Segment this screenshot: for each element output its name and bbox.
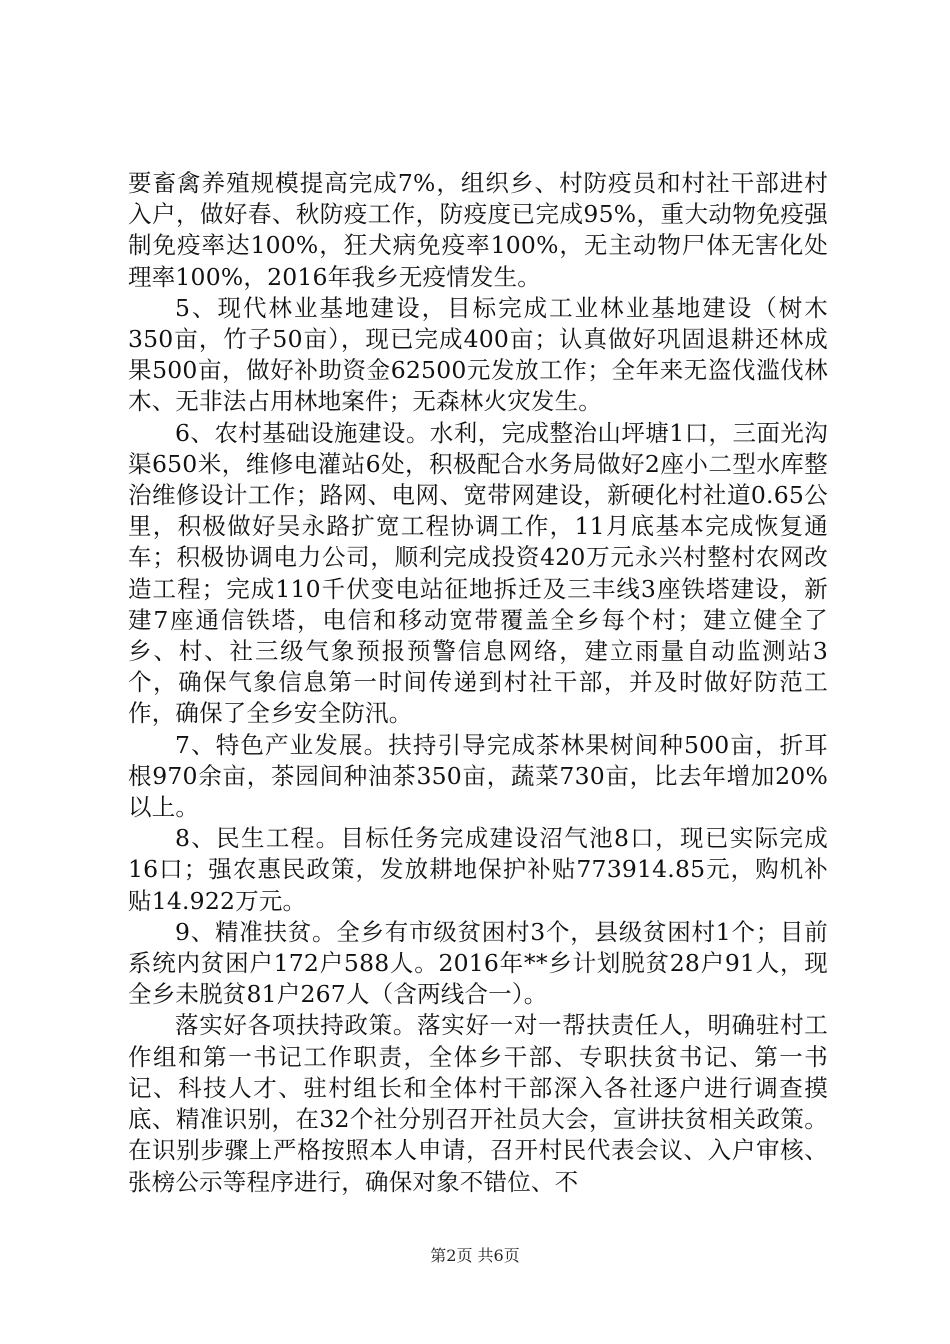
paragraph-forestry: 5、现代林业基地建设，目标完成工业林业基地建设（树木350亩，竹子50亩），现已完成400亩；认真做好巩固退耕还林成果500亩，做好补助资金62500元发放工作；全年来无盗伐滥伐林木、无非法占用林地案件；无森林火灾发生。	[128, 293, 828, 416]
document-body	[128, 168, 828, 1198]
paragraph-livestock-continued: 要畜禽养殖规模提高完成7%，组织乡、村防疫员和村社干部进村入户，做好春、秋防疫工作，防疫度已完成95%，重大动物免疫强制免疫率达100%，狂犬病免疫率100%，无主动物尸体无害化处理率100%，2016年我乡无疫情发生。	[128, 169, 828, 291]
paragraph-infrastructure: 6、农村基础设施建设。水利，完成整治山坪塘1口，三面光沟渠650米，维修电灌站6处，积极配合水务局做好2座小二型水库整治维修设计工作；路网、电网、宽带网建设，新硬化村社道0.65公里，积极做好吴永路扩宽工程协调工作，11月底基本完成恢复通车；积极协调电力公司，顺利完成投资420万元永兴村整村农网改造工程；完成110千伏变电站征地拆迁及三丰线3座铁塔建设，新建7座通信铁塔，电信和移动宽带覆盖全乡每个村；建立健全了乡、村、社三级气象预报预警信息网络，建立雨量自动监测站3个，确保气象信息第一时间传递到村社干部，并及时做好防范工作，确保了全乡安全防汛。	[128, 418, 828, 728]
paragraph-poverty-alleviation: 9、精准扶贫。全乡有市级贫困村3个，县级贫困村1个；目前系统内贫困户172户588人。2016年**乡计划脱贫28户91人，现全乡未脱贫81户267人（含两线合一）。	[128, 917, 828, 1009]
page-footer: 第2页 共6页	[430, 1246, 520, 1265]
paragraph-support-policies: 落实好各项扶持政策。落实好一对一帮扶责任人，明确驻村工作组和第一书记工作职责，全体乡干部、专职扶贫书记、第一书记、科技人才、驻村组长和全体村干部深入各社逐户进行调查摸底、精准识别，在32个社分别召开社员大会，宣讲扶贫相关政策。在识别步骤上严格按照本人申请，召开村民代表会议、入户审核、张榜公示等程序进行，确保对象不错位、不	[128, 1011, 828, 1196]
paragraph-livelihood: 8、民生工程。目标任务完成建设沼气池8口，现已实际完成16口；强农惠民政策，发放耕地保护补贴773914.85元，购机补贴14.922万元。	[128, 824, 828, 915]
paragraph-special-industry: 7、特色产业发展。扶持引导完成茶林果树间种500亩，折耳根970余亩，茶园间种油茶350亩，蔬菜730亩，比去年增加20%以上。	[128, 730, 828, 822]
